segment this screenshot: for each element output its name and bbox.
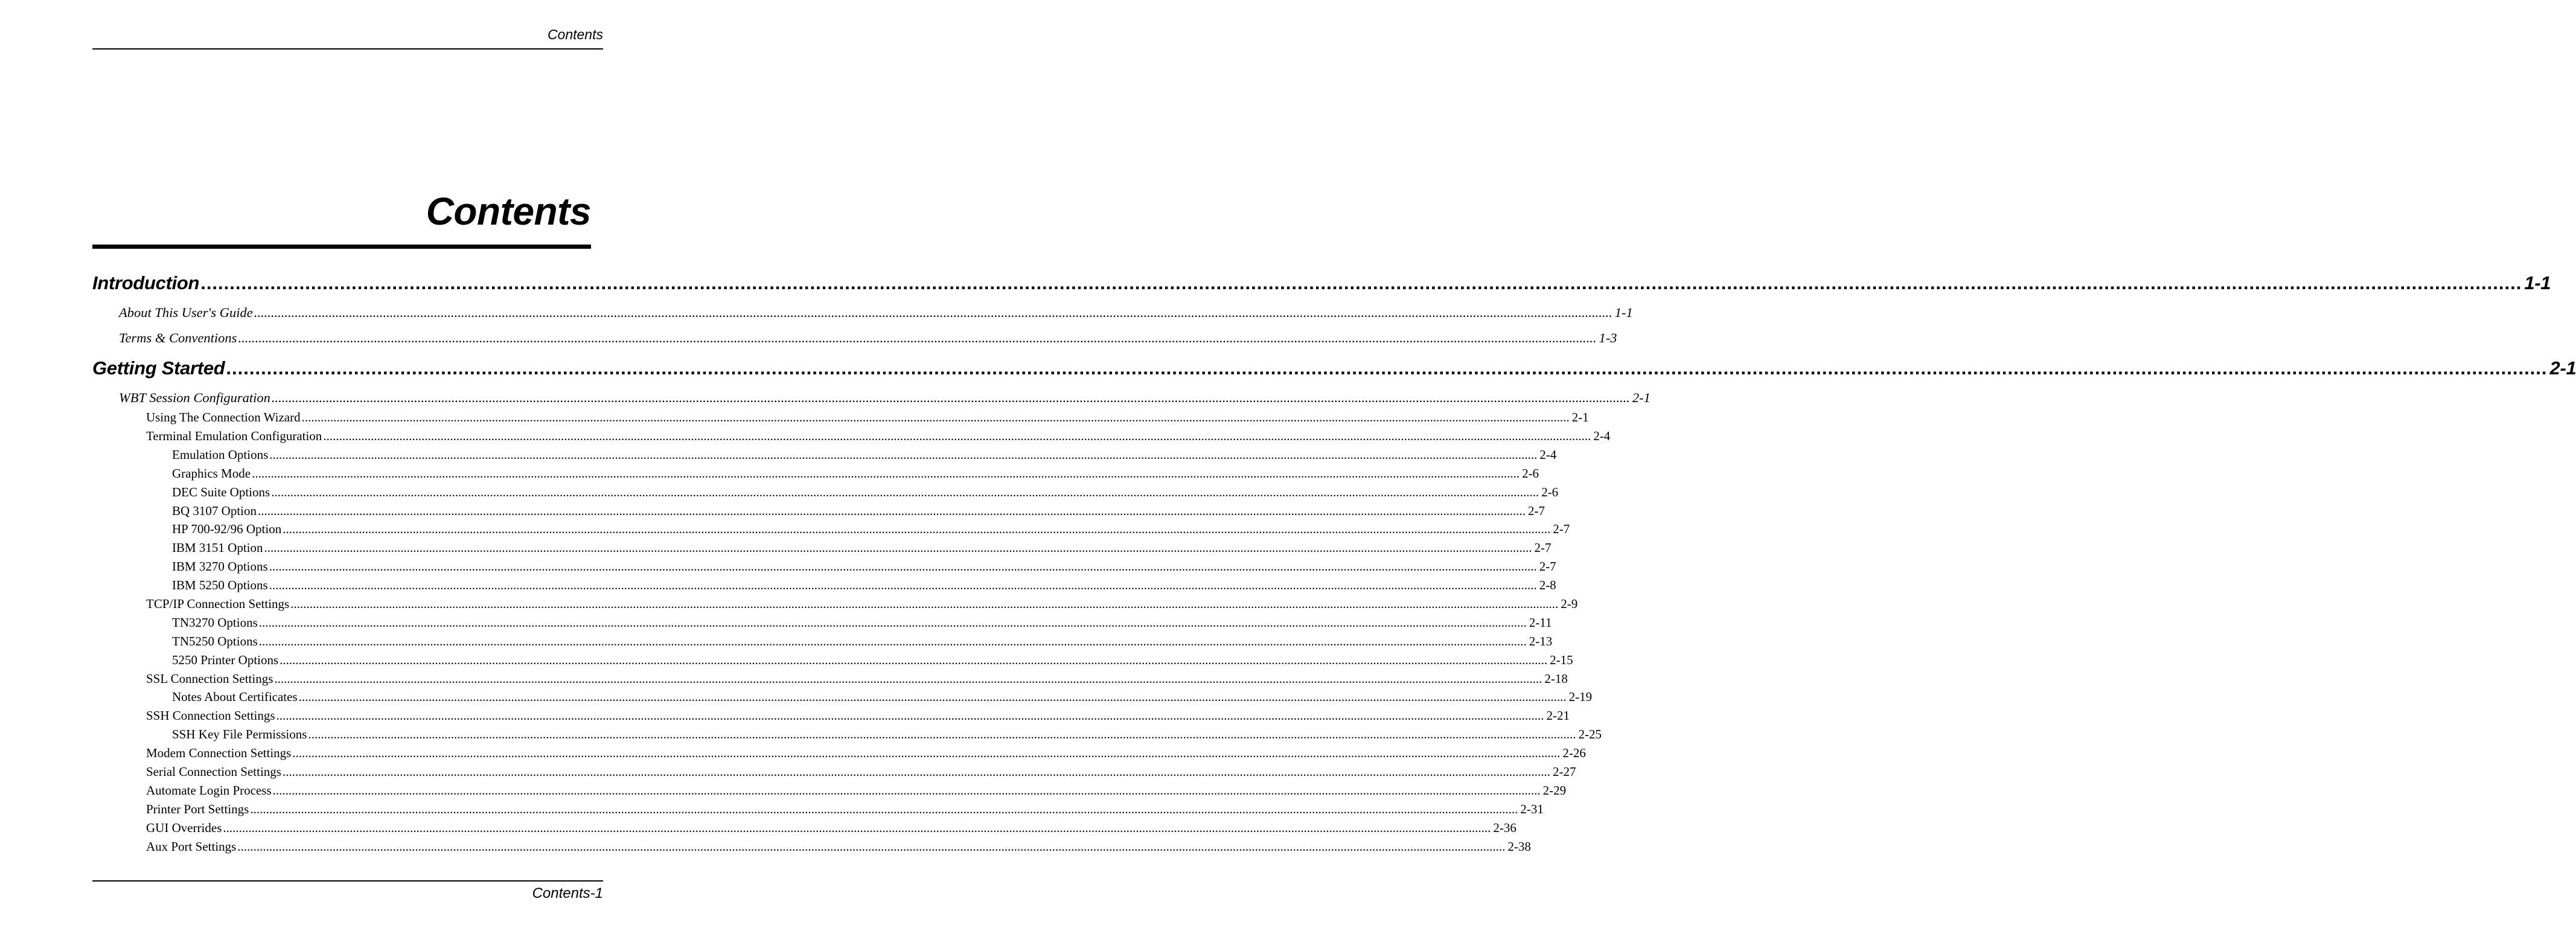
- toc-entry-page: 2-11: [1529, 615, 1552, 630]
- toc-entry-page: 2-21: [1546, 708, 1570, 723]
- toc-entry-label: Aux Port Settings: [146, 839, 237, 854]
- toc-entry[interactable]: [172, 688, 1593, 706]
- toc-entry[interactable]: [172, 464, 1539, 482]
- toc-entry-label: GUI Overrides: [146, 821, 222, 835]
- toc-entry-label: HP 700-92/96 Option: [172, 522, 282, 536]
- toc-leader-dots: ................................................................................................................................................................................................................................................................................................................................................................................................................: [250, 802, 1518, 816]
- toc-entry-label: TN5250 Options: [172, 634, 258, 648]
- toc-entry-page: 1-3: [1599, 330, 1617, 345]
- toc-entry-label: SSL Connection Settings: [146, 671, 273, 686]
- toc-leader-dots: ................................................................................................................................................................................................................................................................................................................................................................................................................: [308, 727, 1576, 741]
- toc-entry-page: 1-1: [1614, 305, 1633, 320]
- toc-entry-label: Serial Connection Settings: [146, 764, 281, 779]
- toc-leader-dots: ................................................................................................................................................................................................................................................................................................................................................................................................................: [269, 447, 1538, 462]
- toc-entry-label: SSH Key File Permissions: [172, 727, 307, 741]
- toc-entry-page: 2-9: [1561, 597, 1578, 611]
- toc-leader-dots: ................................................................................................................................................................................................................................................................................................................................................................................................................: [258, 504, 1526, 518]
- toc-entry[interactable]: [172, 483, 1559, 501]
- toc-entry[interactable]: [172, 576, 1556, 594]
- toc-entry-page: 2-7: [1528, 504, 1545, 518]
- toc-entry-page: 2-19: [1568, 690, 1593, 704]
- toc-entry-label: IBM 5250 Options: [172, 578, 268, 592]
- toc-leader-dots: ................................................................................................................................................................................................................................................................................................................................................................................................................: [292, 746, 1561, 760]
- toc-entry-label: Using The Connection Wizard: [146, 410, 301, 424]
- toc-leader-dots: ................................................................................................................................................................................................................................................................................................................................................................................................................: [280, 653, 1548, 667]
- page-title: Contents: [426, 190, 591, 233]
- toc-leader-dots: ................................................................................................................................................................................................................................................................................................................................................................................................................: [283, 522, 1551, 536]
- toc-entry-getting-started[interactable]: [92, 355, 2576, 382]
- toc-leader-dots: ................................................................................................................................................................................................................................................................................................................................................................................................................: [301, 410, 1570, 424]
- toc-entry[interactable]: [172, 725, 1602, 743]
- toc-entry-page: 2-4: [1593, 429, 1611, 443]
- toc-entry-label: WBT Session Configuration: [119, 390, 270, 405]
- toc-entry-page: 2-18: [1544, 671, 1568, 686]
- toc-entry[interactable]: [172, 651, 1573, 669]
- toc-entry-label: 5250 Printer Options: [172, 653, 279, 667]
- toc-leader-dots: ................................................................................................................................................................................................................................................................................................................................................................................................................: [323, 429, 1591, 443]
- toc-leader-dots: ................................................................................................................................................................................................................................................................................................................................................................................................................: [226, 357, 2548, 379]
- toc-leader-dots: ................................................................................................................................................................................................................................................................................................................................................................................................................: [238, 330, 1597, 345]
- toc-entry-label: BQ 3107 Option: [172, 504, 257, 518]
- toc-entry-label: Getting Started: [92, 357, 225, 379]
- toc-entry-wbt-session-configuration[interactable]: [119, 388, 1651, 408]
- toc-entry-page: 2-1: [1571, 410, 1589, 424]
- toc-entry[interactable]: [146, 763, 1576, 781]
- footer-rule: [92, 880, 603, 882]
- toc-leader-dots: ................................................................................................................................................................................................................................................................................................................................................................................................................: [269, 578, 1537, 592]
- toc-entry-about-users-guide[interactable]: [119, 303, 1633, 322]
- running-header: [92, 24, 603, 50]
- toc-entry[interactable]: [172, 520, 1570, 538]
- toc-entry-page: 2-1: [2549, 357, 2576, 379]
- toc-entry[interactable]: [172, 539, 1552, 557]
- toc-entry-label: DEC Suite Options: [172, 485, 270, 499]
- toc-entry-page: 1-1: [2524, 272, 2551, 293]
- toc-entry-label: SSH Connection Settings: [146, 708, 275, 723]
- toc-entry-page: 2-7: [1539, 559, 1556, 574]
- toc-entry-page: 2-27: [1552, 764, 1576, 779]
- toc-entry[interactable]: [172, 557, 1556, 575]
- toc-entry-page: 2-29: [1542, 783, 1567, 798]
- toc-entry-label: Terminal Emulation Configuration: [146, 429, 322, 443]
- toc-entry[interactable]: [172, 632, 1553, 650]
- toc-leader-dots: ................................................................................................................................................................................................................................................................................................................................................................................................................: [258, 615, 1527, 630]
- toc-entry[interactable]: [146, 408, 1589, 426]
- toc-entry[interactable]: [146, 744, 1586, 762]
- toc-entry[interactable]: [172, 502, 1545, 520]
- toc-entry-page: 2-38: [1507, 839, 1531, 854]
- toc-entry-label: Graphics Mode: [172, 466, 251, 481]
- toc-leader-dots: ................................................................................................................................................................................................................................................................................................................................................................................................................: [269, 559, 1537, 574]
- toc-entry-label: About This User's Guide: [119, 305, 253, 320]
- toc-entry[interactable]: [146, 670, 1568, 688]
- toc-leader-dots: ................................................................................................................................................................................................................................................................................................................................................................................................................: [282, 764, 1550, 779]
- toc-entry-page: 2-4: [1539, 447, 1557, 462]
- running-header-text: Contents: [547, 27, 603, 42]
- title-rule: [92, 245, 591, 249]
- toc-leader-dots: ................................................................................................................................................................................................................................................................................................................................................................................................................: [258, 634, 1527, 648]
- toc-leader-dots: ................................................................................................................................................................................................................................................................................................................................................................................................................: [252, 466, 1520, 481]
- toc-entry-label: IBM 3270 Options: [172, 559, 268, 574]
- toc-entry-page: 2-36: [1493, 821, 1517, 835]
- toc-leader-dots: ................................................................................................................................................................................................................................................................................................................................................................................................................: [254, 305, 1612, 320]
- toc-entry-page: 2-15: [1550, 653, 1573, 667]
- toc-entry-page: 2-1: [1632, 390, 1651, 405]
- toc-entry-label: Printer Port Settings: [146, 802, 249, 816]
- toc-entry-label: Modem Connection Settings: [146, 746, 292, 760]
- toc-leader-dots: ................................................................................................................................................................................................................................................................................................................................................................................................................: [272, 783, 1541, 798]
- toc-leader-dots: ................................................................................................................................................................................................................................................................................................................................................................................................................: [237, 839, 1506, 854]
- toc-entry-page: 2-31: [1520, 802, 1544, 816]
- toc-entry-page: 2-7: [1534, 540, 1552, 555]
- toc-entry-label: Introduction: [92, 272, 200, 293]
- toc-entry-page: 2-6: [1522, 466, 1539, 481]
- toc-entry-page: 2-13: [1529, 634, 1553, 648]
- toc-leader-dots: ................................................................................................................................................................................................................................................................................................................................................................................................................: [298, 690, 1567, 704]
- toc-entry-label: Emulation Options: [172, 447, 269, 462]
- toc-entry-label: Notes About Certificates: [172, 690, 298, 704]
- toc-entry-label: TCP/IP Connection Settings: [146, 597, 290, 611]
- toc-entry[interactable]: [146, 427, 1611, 445]
- toc-entry-page: 2-8: [1539, 578, 1556, 592]
- toc-entry-label: Automate Login Process: [146, 783, 272, 798]
- toc-entry-page: 2-7: [1553, 522, 1570, 536]
- toc-leader-dots: ................................................................................................................................................................................................................................................................................................................................................................................................................: [271, 390, 1630, 405]
- toc-leader-dots: ................................................................................................................................................................................................................................................................................................................................................................................................................: [271, 485, 1539, 499]
- toc-entry[interactable]: [146, 706, 1570, 725]
- toc-leader-dots: ................................................................................................................................................................................................................................................................................................................................................................................................................: [264, 540, 1532, 555]
- toc-entry-label: IBM 3151 Option: [172, 540, 263, 555]
- toc-entry-page: 2-25: [1578, 727, 1602, 741]
- toc-entry[interactable]: [146, 837, 1531, 856]
- toc-leader-dots: ................................................................................................................................................................................................................................................................................................................................................................................................................: [290, 597, 1559, 611]
- toc-entry[interactable]: [146, 595, 1578, 613]
- toc-leader-dots: ................................................................................................................................................................................................................................................................................................................................................................................................................: [276, 708, 1544, 723]
- toc-entry[interactable]: [172, 613, 1552, 632]
- toc-entry-terms-conventions[interactable]: [119, 328, 1617, 348]
- page-number-footer: Contents-1: [532, 885, 603, 901]
- toc-entry-introduction[interactable]: [92, 270, 2551, 296]
- toc-leader-dots: ................................................................................................................................................................................................................................................................................................................................................................................................................: [274, 671, 1542, 686]
- toc-leader-dots: ................................................................................................................................................................................................................................................................................................................................................................................................................: [200, 272, 2522, 293]
- toc-entry[interactable]: [172, 446, 1557, 464]
- toc-entry-page: 2-6: [1541, 485, 1559, 499]
- toc-entry[interactable]: [146, 781, 1567, 799]
- toc-leader-dots: ................................................................................................................................................................................................................................................................................................................................................................................................................: [223, 821, 1491, 835]
- toc-entry-page: 2-26: [1562, 746, 1586, 760]
- toc-entry[interactable]: [146, 819, 1517, 837]
- toc-entry-label: Terms & Conventions: [119, 330, 237, 345]
- toc-entry-label: TN3270 Options: [172, 615, 258, 630]
- toc-entry[interactable]: [146, 800, 1544, 818]
